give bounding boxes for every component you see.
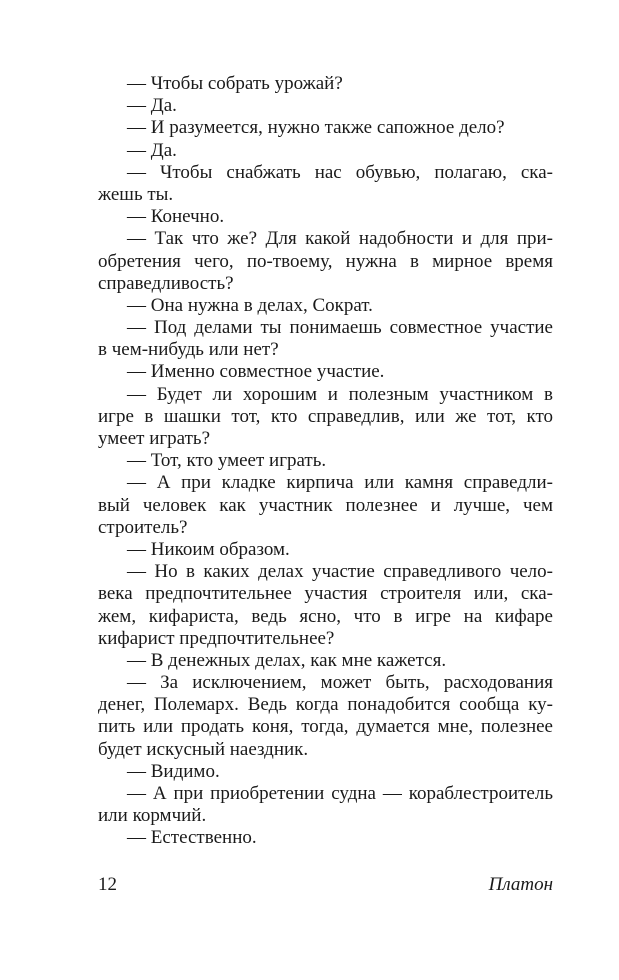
page-number: 12 (98, 874, 117, 895)
text-line: — Да. (127, 95, 177, 117)
text-line: вый человек как участник полезнее и лучше, чем (98, 494, 553, 516)
text-line: — В денежных делах, как мне кажется. (127, 649, 447, 671)
running-title: Платон (488, 874, 553, 895)
text-line: — А при кладке кирпича или камня справедли- (127, 472, 553, 494)
text-line: — Тот, кто умеет играть. (127, 450, 327, 472)
text-line: кифарист предпочтительнее? (98, 627, 335, 649)
text-line: — Видимо. (127, 760, 220, 782)
text-line: — Но в каких делах участие справедливого чело- (127, 561, 553, 583)
text-line: строитель? (98, 516, 188, 538)
text-line: — Под делами ты понимаешь совместное участие (127, 317, 553, 339)
text-line: будет искусный наездник. (98, 738, 309, 760)
text-line: — Чтобы снабжать нас обувью, полагаю, ска- (127, 161, 553, 183)
text-line: — Будет ли хорошим и полезным участником в (127, 383, 553, 405)
text-line: жешь ты. (98, 183, 174, 205)
text-line: — Да. (127, 139, 177, 161)
text-line: игре в шашки тот, кто справедлив, или же тот, кто (98, 405, 553, 427)
page-body-text (98, 73, 553, 850)
text-line: — Она нужна в делах, Сократ. (127, 294, 373, 316)
page-footer (98, 874, 553, 898)
text-line: обретения чего, по-твоему, нужна в мирное время (98, 250, 553, 272)
text-line: — Чтобы собрать урожай? (127, 73, 343, 94)
text-line: в чем-нибудь или нет? (98, 339, 279, 361)
text-line: — А при приобретении судна — кораблестроитель (127, 783, 553, 804)
text-line: — За исключением, может быть, расходования (127, 672, 553, 694)
text-line: — Никоим образом. (127, 538, 290, 560)
text-line: справедливость? (98, 272, 234, 294)
text-line: или кормчий. (98, 805, 207, 827)
text-line: — Естественно. (127, 827, 257, 849)
text-line: века предпочтительнее участия строителя или, ска- (98, 583, 553, 605)
text-line: денег, Полемарх. Ведь когда понадобится сообща ку- (98, 694, 553, 716)
text-line: пить или продать коня, тогда, думается мне, полезнее (98, 716, 553, 738)
text-line: — Именно совместное участие. (127, 361, 385, 383)
text-line: — Конечно. (127, 206, 225, 228)
text-line: — И разумеется, нужно также сапожное дело? (127, 117, 505, 139)
text-line: умеет играть? (98, 428, 210, 449)
text-line: — Так что же? Для какой надобности и для при- (127, 228, 553, 250)
text-line: жем, кифариста, ведь ясно, что в игре на кифаре (98, 605, 553, 627)
